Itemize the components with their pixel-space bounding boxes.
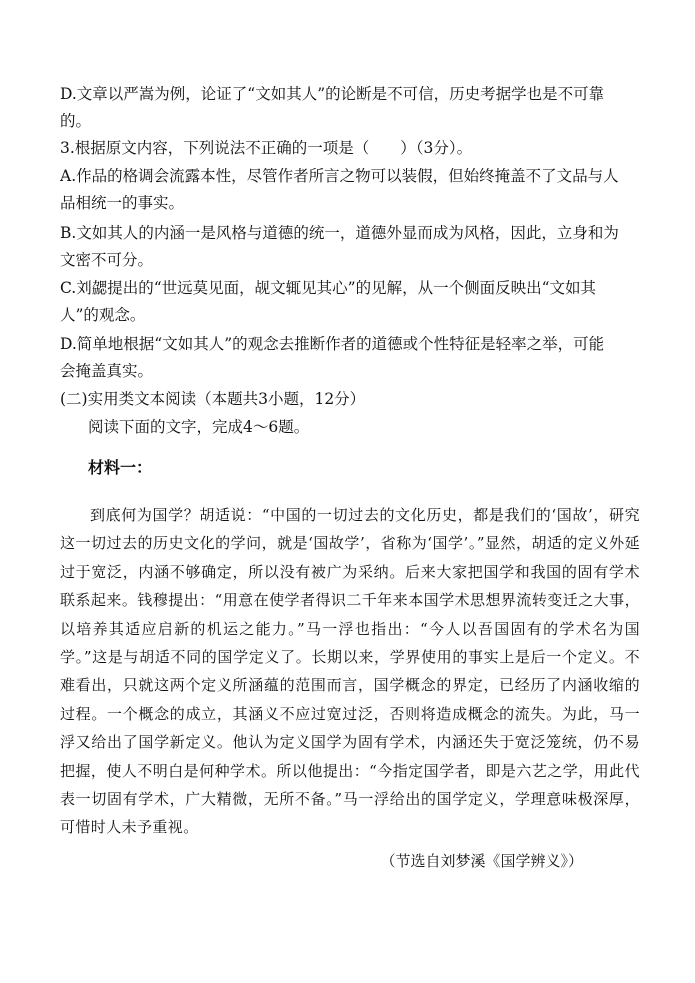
question-3-stem: 3.根据原文内容，下列说法不正确的一项是（ ）（3分）。 <box>60 139 473 157</box>
material-paragraph: 到底何为国学？胡适说：“中国的一切过去的文化历史，都是我们的‘国故’，研究这一切过去的历史文化的学问，就是‘国故学’，省称为‘国学’。”显然，胡适的定义外延过于宽泛，内涵不够确定，所以没有被广为采纳。后来大家把国学和我国的固有学术联系起来。钱穆提出：“用意在使学者得识二千年来本国学术思想界流转变迁之大事，以培养其适应启新的机运之能力。”马一浮也指出：“今人以吾国固有的学术名为国学。”这是与胡适不同的国学定义了。长期以来，学界使用的事实上是后一个定义。不难看出，只就这两个定义所涵蕴的范围而言，国学概念的界定，已经历了内涵收缩的过程。一个概念的成立，其涵义不应过宽过泛，否则将造成概念的流失。为此，马一浮又给出了国学新定义。他认为定义国学为固有学术，内涵还失于宽泛笼统，仍不易把握，使人不明白是何种学术。所以他提出：“今指定国学者，即是六艺之学，用此代表一切固有学术，广大精微，无所不备。”马一浮给出的国学定义，学理意味极深厚，可惜时人未予重视。 <box>60 506 640 837</box>
option-a-line-1: A.作品的格调会流露本性，尽管作者所言之物可以装假，但始终掩盖不了文品与人 <box>60 167 619 185</box>
source-citation: （节选自刘梦溪《国学辨义》） <box>380 852 583 870</box>
option-d-line-2: 的。 <box>60 112 92 130</box>
option-d2-line-1: D.简单地根据“文如其人”的观念去推断作者的道德或个性特征是轻率之举，可能 <box>60 335 605 353</box>
option-d2-line-2: 会掩盖真实。 <box>60 362 154 380</box>
option-b-line-2: 文密不可分。 <box>60 251 154 269</box>
reading-instruction: 阅读下面的文字，完成4～6题。 <box>88 418 310 436</box>
option-d-line-1: D.文章以严嵩为例，论证了“文如其人”的论断是不可信，历史考据学也是不可靠 <box>60 85 605 103</box>
option-b-line-1: B.文如其人的内涵一是风格与道德的统一，道德外显而成为风格，因此，立身和为 <box>60 224 619 242</box>
section-heading: (二)实用类文本阅读（本题共3小题，12分） <box>60 390 366 408</box>
option-c-line-2: 人”的观念。 <box>60 306 146 324</box>
material-passage <box>60 501 640 842</box>
option-a-line-2: 品相统一的事实。 <box>60 194 185 212</box>
material-title: 材料一： <box>88 458 153 477</box>
option-c-line-1: C.刘勰提出的“世远莫见面，觇文辄见其心”的见解，从一个侧面反映出“文如其 <box>60 279 597 297</box>
